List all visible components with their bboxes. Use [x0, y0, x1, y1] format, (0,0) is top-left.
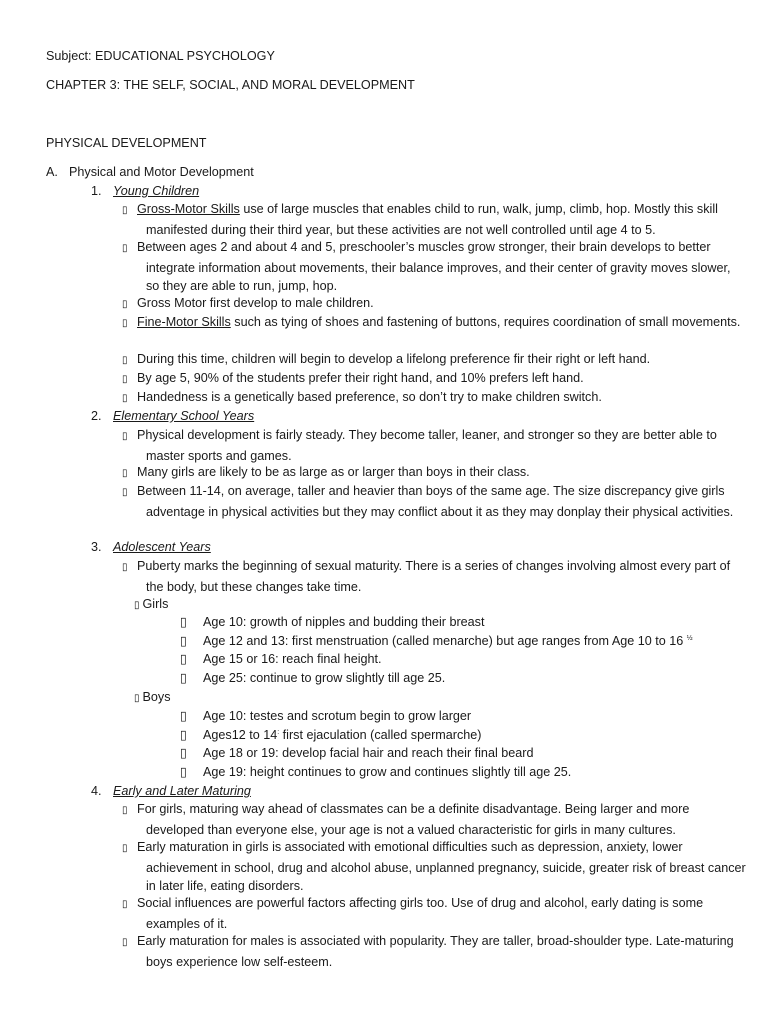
sub-bullet-box-icon: ▯ [180, 746, 187, 760]
bullet-text: Social influences are powerful factors affecting girls too. Use of drug and alcohol, early dating is some examples of it. [137, 896, 704, 931]
chapter-title: CHAPTER 3: THE SELF, SOCIAL, AND MORAL DEVELOPMENT [46, 78, 415, 92]
girls-item [203, 632, 693, 651]
bullet-text: Early maturation in girls is associated with emotional difficulties such as depression, anxiety, lower achievement in school, drug and alcohol abuse, unplanned pregnancy, suicide, greater risk of breast cancer in later life, eating disorders. [137, 840, 746, 894]
boys-item: Age 10: testes and scrotum begin to grow larger [203, 709, 472, 723]
boys-item: Age 18 or 19: develop facial hair and reach their final beard [203, 746, 534, 760]
bullet-text: Many girls are likely to be as large as or larger than boys in their class. [137, 465, 530, 479]
subsection-2-number: 2. [91, 409, 102, 423]
bullet-text: By age 5, 90% of the students prefer their right hand, and 10% prefers left hand. [137, 371, 584, 385]
bullet-text: Between ages 2 and about 4 and 5, preschooler’s muscles grow stronger, their brain develops to better integrate information about movements, their balance improves, and their center of gravity moves slower, so they are able to run, jump, hop. [137, 240, 731, 294]
list-item: ▯ Fine-Motor Skills such as tying of shoes and fastening of buttons, requires coordination of small movements. [122, 315, 741, 329]
footnote-mark: ½ [686, 634, 693, 642]
list-item: ▯ By age 5, 90% of the students prefer their right hand, and 10% prefers left hand. [122, 371, 584, 385]
bullet-text: such as tying of shoes and fastening of buttons, requires coordination of small movements. [230, 315, 741, 329]
outline-a-label: A. [46, 165, 58, 179]
bullet-text: During this time, children will begin to develop a lifelong preference fir their right or left hand. [137, 352, 651, 366]
sub-bullet-box-icon: ▯ [180, 671, 187, 685]
subsection-1-title: Young Children [113, 184, 200, 198]
list-item: ▯ Between ages 2 and about 4 and 5, preschooler’s muscles grow stronger, their brain develops to better integrate information about movements, their balance improves, and their center of gravity moves slower, so they are able to run, jump, hop. [122, 240, 731, 294]
subsection-4-number: 4. [91, 784, 102, 798]
girls-item: Age 25: continue to grow slightly till age 25. [203, 671, 446, 685]
subsection-3-title: Adolescent Years [113, 540, 211, 554]
boys-item-text: first ejaculation (called spermarche) [279, 728, 482, 742]
subsection-4-title: Early and Later Maturing [113, 784, 251, 798]
list-item: ▯ Early maturation in girls is associated with emotional difficulties such as depression, anxiety, lower achievement in school, drug and alcohol abuse, unplanned pregnancy, suicide, greater risk of breast cancer in later life, eating disorders. [122, 840, 746, 894]
sub-bullet-box-icon: ▯ [180, 652, 187, 666]
bullet-text: Between 11-14, on average, taller and heavier than boys of the same age. The size discrepancy give girls adventage in physical activities but they may conflict about it as they may donplay their physical activities. [137, 484, 734, 519]
bullet-text: use of large muscles that enables child to run, walk, jump, climb, hop. Mostly this skill manifested during their third year, but these activities are not well controlled until age 4 to 5. [146, 202, 718, 237]
bullet-text: Gross Motor first develop to male children. [137, 296, 374, 310]
term-gross-motor-skills: Gross-Motor Skills [137, 202, 240, 216]
bullet-text: Puberty marks the beginning of sexual maturity. There is a series of changes involving almost every part of the body, but these changes take time. [137, 559, 731, 594]
boys-item [203, 726, 481, 745]
sub-bullet-box-icon: ▯ [180, 709, 187, 723]
bullet-box-icon: ▯ [134, 693, 140, 704]
sub-bullet-box-icon: ▯ [180, 765, 187, 779]
bullet-text: Handedness is a genetically based preference, so don’t try to make children switch. [137, 390, 602, 404]
girls-item: Age 10: growth of nipples and budding their breast [203, 615, 485, 629]
subsection-1-number: 1. [91, 184, 102, 198]
bullet-text: Physical development is fairly steady. They become taller, leaner, and stronger so they are better able to master sports and games. [137, 428, 717, 463]
list-item-boys [134, 688, 171, 709]
girls-item: Age 15 or 16: reach final height. [203, 652, 382, 666]
subsection-2-title: Elementary School Years [113, 409, 255, 423]
footnote-mark: : [277, 728, 280, 736]
list-item: ▯ Many girls are likely to be as large as or larger than boys in their class. [122, 465, 530, 479]
list-item: ▯ Gross-Motor Skills use of large muscles that enables child to run, walk, jump, climb, hop. Mostly this skill manifested during their third year, but these activities are not well controlled until age 4 to 5. [122, 202, 718, 237]
bullet-text: For girls, maturing way ahead of classmates can be a definite disadvantage. Being larger and more developed than everyone else, your age is not a valued characteristic for girls in many cultures. [137, 802, 690, 837]
girls-label: Girls [142, 597, 169, 611]
list-item: ▯ Social influences are powerful factors affecting girls too. Use of drug and alcohol, early dating is some examples of it. [122, 896, 704, 931]
sub-bullet-box-icon: ▯ [180, 728, 187, 742]
boys-item-text: Ages12 to 14 [203, 728, 278, 742]
boys-item: Age 19: height continues to grow and continues slightly till age 25. [203, 765, 572, 779]
sub-bullet-box-icon: ▯ [180, 634, 187, 648]
boys-label: Boys [142, 690, 171, 704]
subsection-3-number: 3. [91, 540, 102, 554]
list-item: ▯ During this time, children will begin to develop a lifelong preference fir their right or left hand. [122, 352, 651, 366]
list-item-girls [134, 595, 168, 616]
list-item: ▯ Physical development is fairly steady. They become taller, leaner, and stronger so they are better able to master sports and games. [122, 428, 717, 463]
term-fine-motor-skills: Fine-Motor Skills [137, 315, 231, 329]
girls-item-text: Age 12 and 13: first menstruation (called menarche) but age ranges from Age 10 to 16 [203, 634, 684, 648]
list-item: ▯ Early maturation for males is associated with popularity. They are taller, broad-shoulder type. Late-maturing boys experience low self-esteem. [122, 934, 734, 969]
bullet-text: Early maturation for males is associated with popularity. They are taller, broad-shoulder type. Late-maturing boys experience low self-esteem. [137, 934, 734, 969]
subject-line: Subject: EDUCATIONAL PSYCHOLOGY [46, 49, 275, 63]
bullet-box-icon: ▯ [134, 600, 140, 611]
sub-bullet-box-icon: ▯ [180, 615, 187, 629]
outline-a-title: Physical and Motor Development [69, 165, 254, 179]
section-heading: PHYSICAL DEVELOPMENT [46, 136, 207, 150]
list-item: ▯ Between 11-14, on average, taller and heavier than boys of the same age. The size discrepancy give girls adventage in physical activities but they may conflict about it as they may donplay their physical activities. [122, 484, 734, 519]
list-item: ▯ Handedness is a genetically based preference, so don’t try to make children switch. [122, 390, 602, 404]
list-item: ▯ Puberty marks the beginning of sexual maturity. There is a series of changes involving almost every part of the body, but these changes take time. [122, 559, 731, 594]
list-item: ▯ Gross Motor first develop to male children. [122, 296, 374, 310]
list-item: ▯ For girls, maturing way ahead of classmates can be a definite disadvantage. Being larger and more developed than everyone else, your age is not a valued characteristic for girls in many cultures. [122, 802, 690, 837]
